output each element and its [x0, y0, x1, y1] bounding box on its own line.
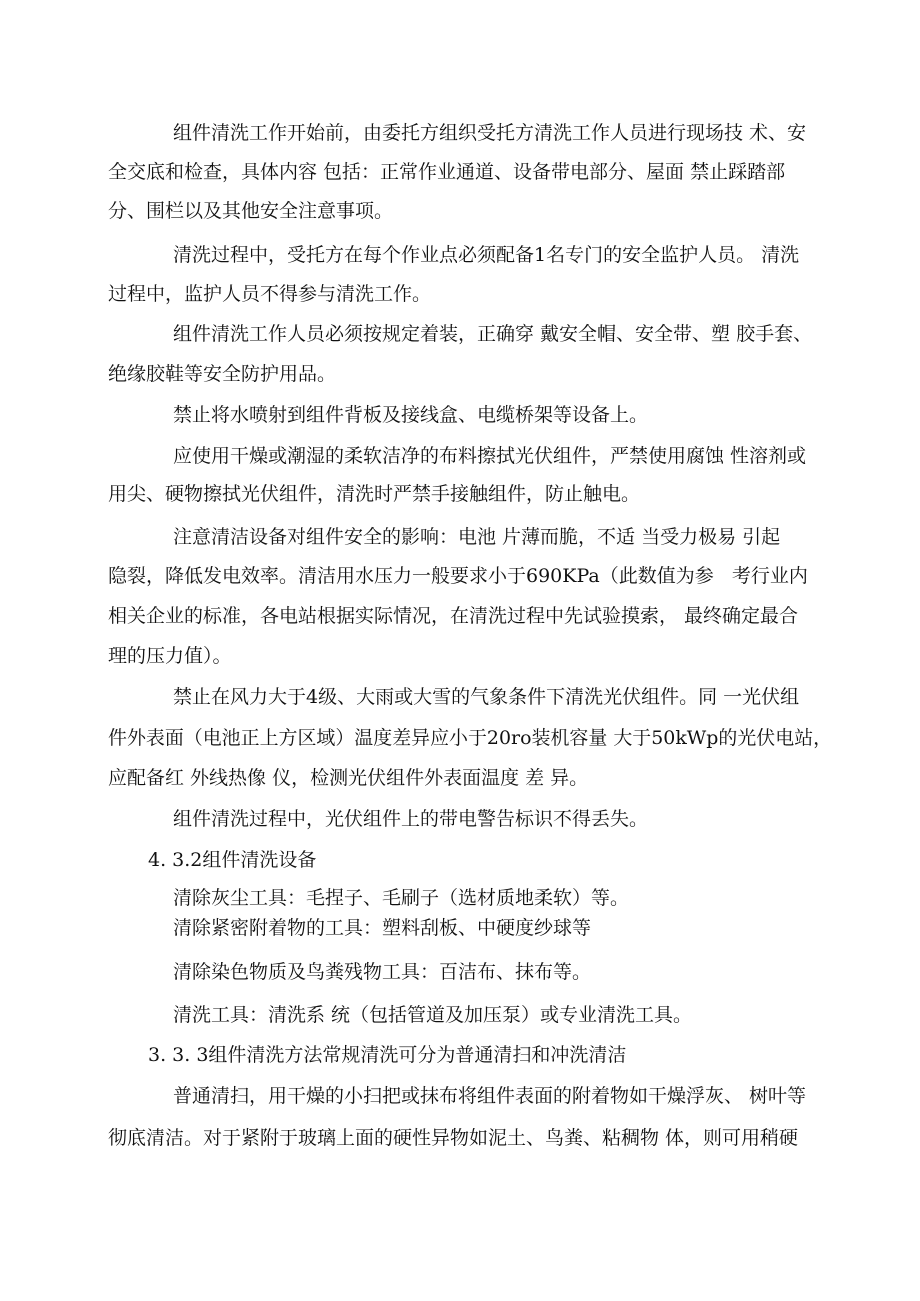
section-heading: 4. 3.2组件清洗设备	[148, 849, 317, 871]
text-line: 理的压力值）。	[108, 645, 232, 667]
text-line: 普通清扫，用干燥的小扫把或抹布将组件表面的附着物如干燥浮灰、 树叶等	[173, 1085, 807, 1107]
text-line: 应配备红 外线热像 仪，检测光伏组件外表面温度 差 异。	[108, 767, 589, 789]
text-line: 禁止在风力大于4级、大雨或大雪的气象条件下清洗光伏组件。同 一光伏组	[173, 686, 800, 708]
text-line: 应使用干燥或潮湿的柔软洁净的布料擦拭光伏组件，严禁使用腐蚀 性溶剂或	[173, 445, 807, 467]
text-line: 清除灰尘工具：毛捏子、毛刷子（选材质地柔软）等。	[173, 887, 630, 909]
text-line: 清除紧密附着物的工具：塑料刮板、中硬度纱球等	[173, 917, 592, 939]
text-line: 全交底和检查，具体内容 包括：正常作业通道、设备带电部分、屋面 禁止踩踏部	[108, 161, 786, 183]
text-line: 分、围栏以及其他安全注意事项。	[108, 200, 394, 222]
text-line: 清洗工具：清洗系 统（包括管道及加压泵）或专业清洗工具。	[173, 1004, 693, 1026]
text-line: 注意清洁设备对组件安全的影响：电池 片薄而脆，不适 当受力极易 引起	[173, 526, 781, 548]
text-line: 隐裂，降低发电效率。清洁用水压力一般要求小于690KPa（此数值为参 考行业内	[108, 565, 808, 587]
text-line: 禁止将水喷射到组件背板及接线盒、电缆桥架等设备上。	[173, 404, 649, 426]
text-line: 彻底清洁。对于紧附于玻璃上面的硬性异物如泥土、鸟粪、粘稠物 体，则可用稍硬	[108, 1127, 799, 1149]
text-line: 组件清洗工作开始前，由委托方组织受托方清洗工作人员进行现场技 术、安	[173, 122, 807, 144]
text-line: 件外表面（电池正上方区域）温度差异应小于20ro装机容量 大于50kWp的光伏电站，	[108, 727, 833, 749]
text-line: 过程中，监护人员不得参与清洗工作。	[108, 283, 432, 305]
text-line: 清除染色物质及鸟粪残物工具：百洁布、抹布等。	[173, 961, 592, 983]
text-line: 清洗过程中，受托方在每个作业点必须配备1名专门的安全监护人员。 清洗	[173, 244, 800, 266]
text-line: 相关企业的标准，各电站根据实际情况，在清洗过程中先试验摸索， 最终确定最合	[108, 605, 799, 627]
text-line: 绝缘胶鞋等安全防护用品。	[108, 363, 337, 385]
text-line: 组件清洗过程中，光伏组件上的带电警告标识不得丢失。	[173, 808, 649, 830]
text-line: 用尖、硬物擦拭光伏组件，清洗时严禁手接触组件，防止触电。	[108, 483, 641, 505]
section-heading: 3. 3. 3组件清洗方法常规清洗可分为普通清扫和冲洗清洁	[148, 1044, 627, 1066]
text-line: 组件清洗工作人员必须按规定着装，正确穿 戴安全帽、安全带、塑 胶手套、	[173, 323, 813, 345]
